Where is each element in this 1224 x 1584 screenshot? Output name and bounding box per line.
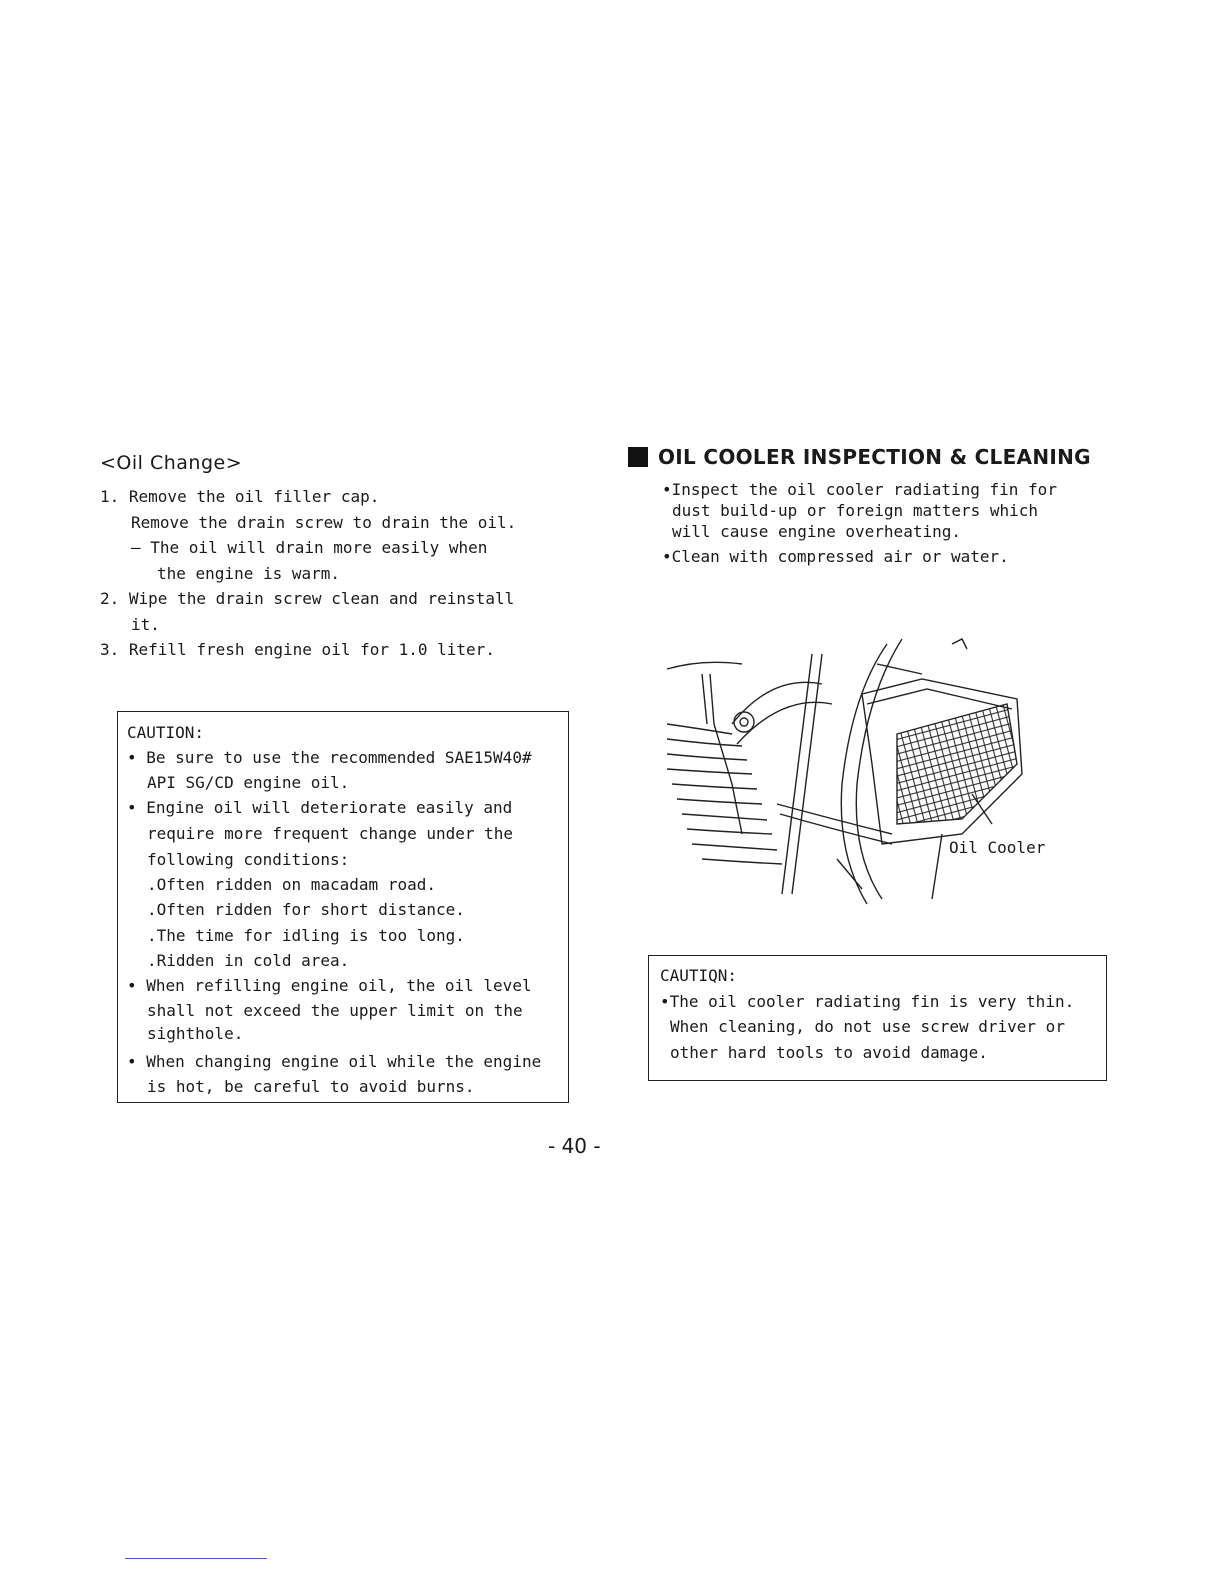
section-heading: [628, 445, 1091, 469]
inspection-bullet-line: dust build-up or foreign matters which: [672, 501, 1039, 520]
caution-line: API SG/CD engine oil.: [147, 773, 350, 792]
step-1-note: — The oil will drain more easily when: [131, 538, 488, 557]
caution-line: • When refilling engine oil, the oil level: [127, 976, 532, 995]
caution-line: .Often ridden on macadam road.: [147, 875, 436, 894]
inspection-bullet-line: •Inspect the oil cooler radiating fin for: [662, 480, 1057, 499]
caution-line: •The oil cooler radiating fin is very thin.: [660, 992, 1075, 1011]
footer-rule: [125, 1558, 267, 1559]
caution-line: .Ridden in cold area.: [147, 951, 350, 970]
step-2-line-2: it.: [131, 615, 160, 634]
caution-line: sighthole.: [147, 1024, 244, 1043]
inspection-bullet-line: will cause engine overheating.: [672, 522, 961, 541]
caution-line: • Be sure to use the recommended SAE15W40#: [127, 748, 532, 767]
caution-box-oil-cooler: [648, 955, 1107, 1081]
step-1-note-2: the engine is warm.: [157, 564, 341, 583]
heading-square-icon: [628, 447, 648, 467]
caution-box-oil-change: [117, 711, 569, 1103]
caution-line: • Engine oil will deteriorate easily and: [127, 798, 513, 817]
caution-heading: CAUTION:: [127, 723, 205, 742]
section-heading-text: OIL COOLER INSPECTION & CLEANING: [658, 445, 1091, 469]
caution-line: is hot, be careful to avoid burns.: [147, 1077, 475, 1096]
oil-change-title: <Oil Change>: [100, 452, 243, 474]
step-1-line: 1. Remove the oil filler cap.: [100, 487, 380, 506]
caution-line: shall not exceed the upper limit on the: [147, 1001, 523, 1020]
inspection-bullet-line: •Clean with compressed air or water.: [662, 547, 1009, 566]
oil-cooler-illustration: [662, 634, 1042, 914]
caution-line: When cleaning, do not use screw driver or: [670, 1017, 1065, 1036]
step-1-line-2: Remove the drain screw to drain the oil.: [131, 513, 517, 532]
caution-heading: CAUTIQN:: [660, 966, 738, 985]
caution-line: require more frequent change under the: [147, 824, 514, 843]
caution-line: • When changing engine oil while the engine: [127, 1052, 542, 1071]
oil-cooler-label: Oil Cooler: [949, 838, 1046, 857]
caution-line: following conditions:: [147, 850, 350, 869]
caution-line: .The time for idling is too long.: [147, 926, 465, 945]
page-number: - 40 -: [548, 1134, 601, 1158]
caution-line: other hard tools to avoid damage.: [670, 1043, 988, 1062]
caution-line: .Often ridden for short distance.: [147, 900, 465, 919]
step-2-line: 2. Wipe the drain screw clean and reinstall: [100, 589, 515, 608]
step-3-line: 3. Refill fresh engine oil for 1.0 liter.: [100, 640, 495, 659]
